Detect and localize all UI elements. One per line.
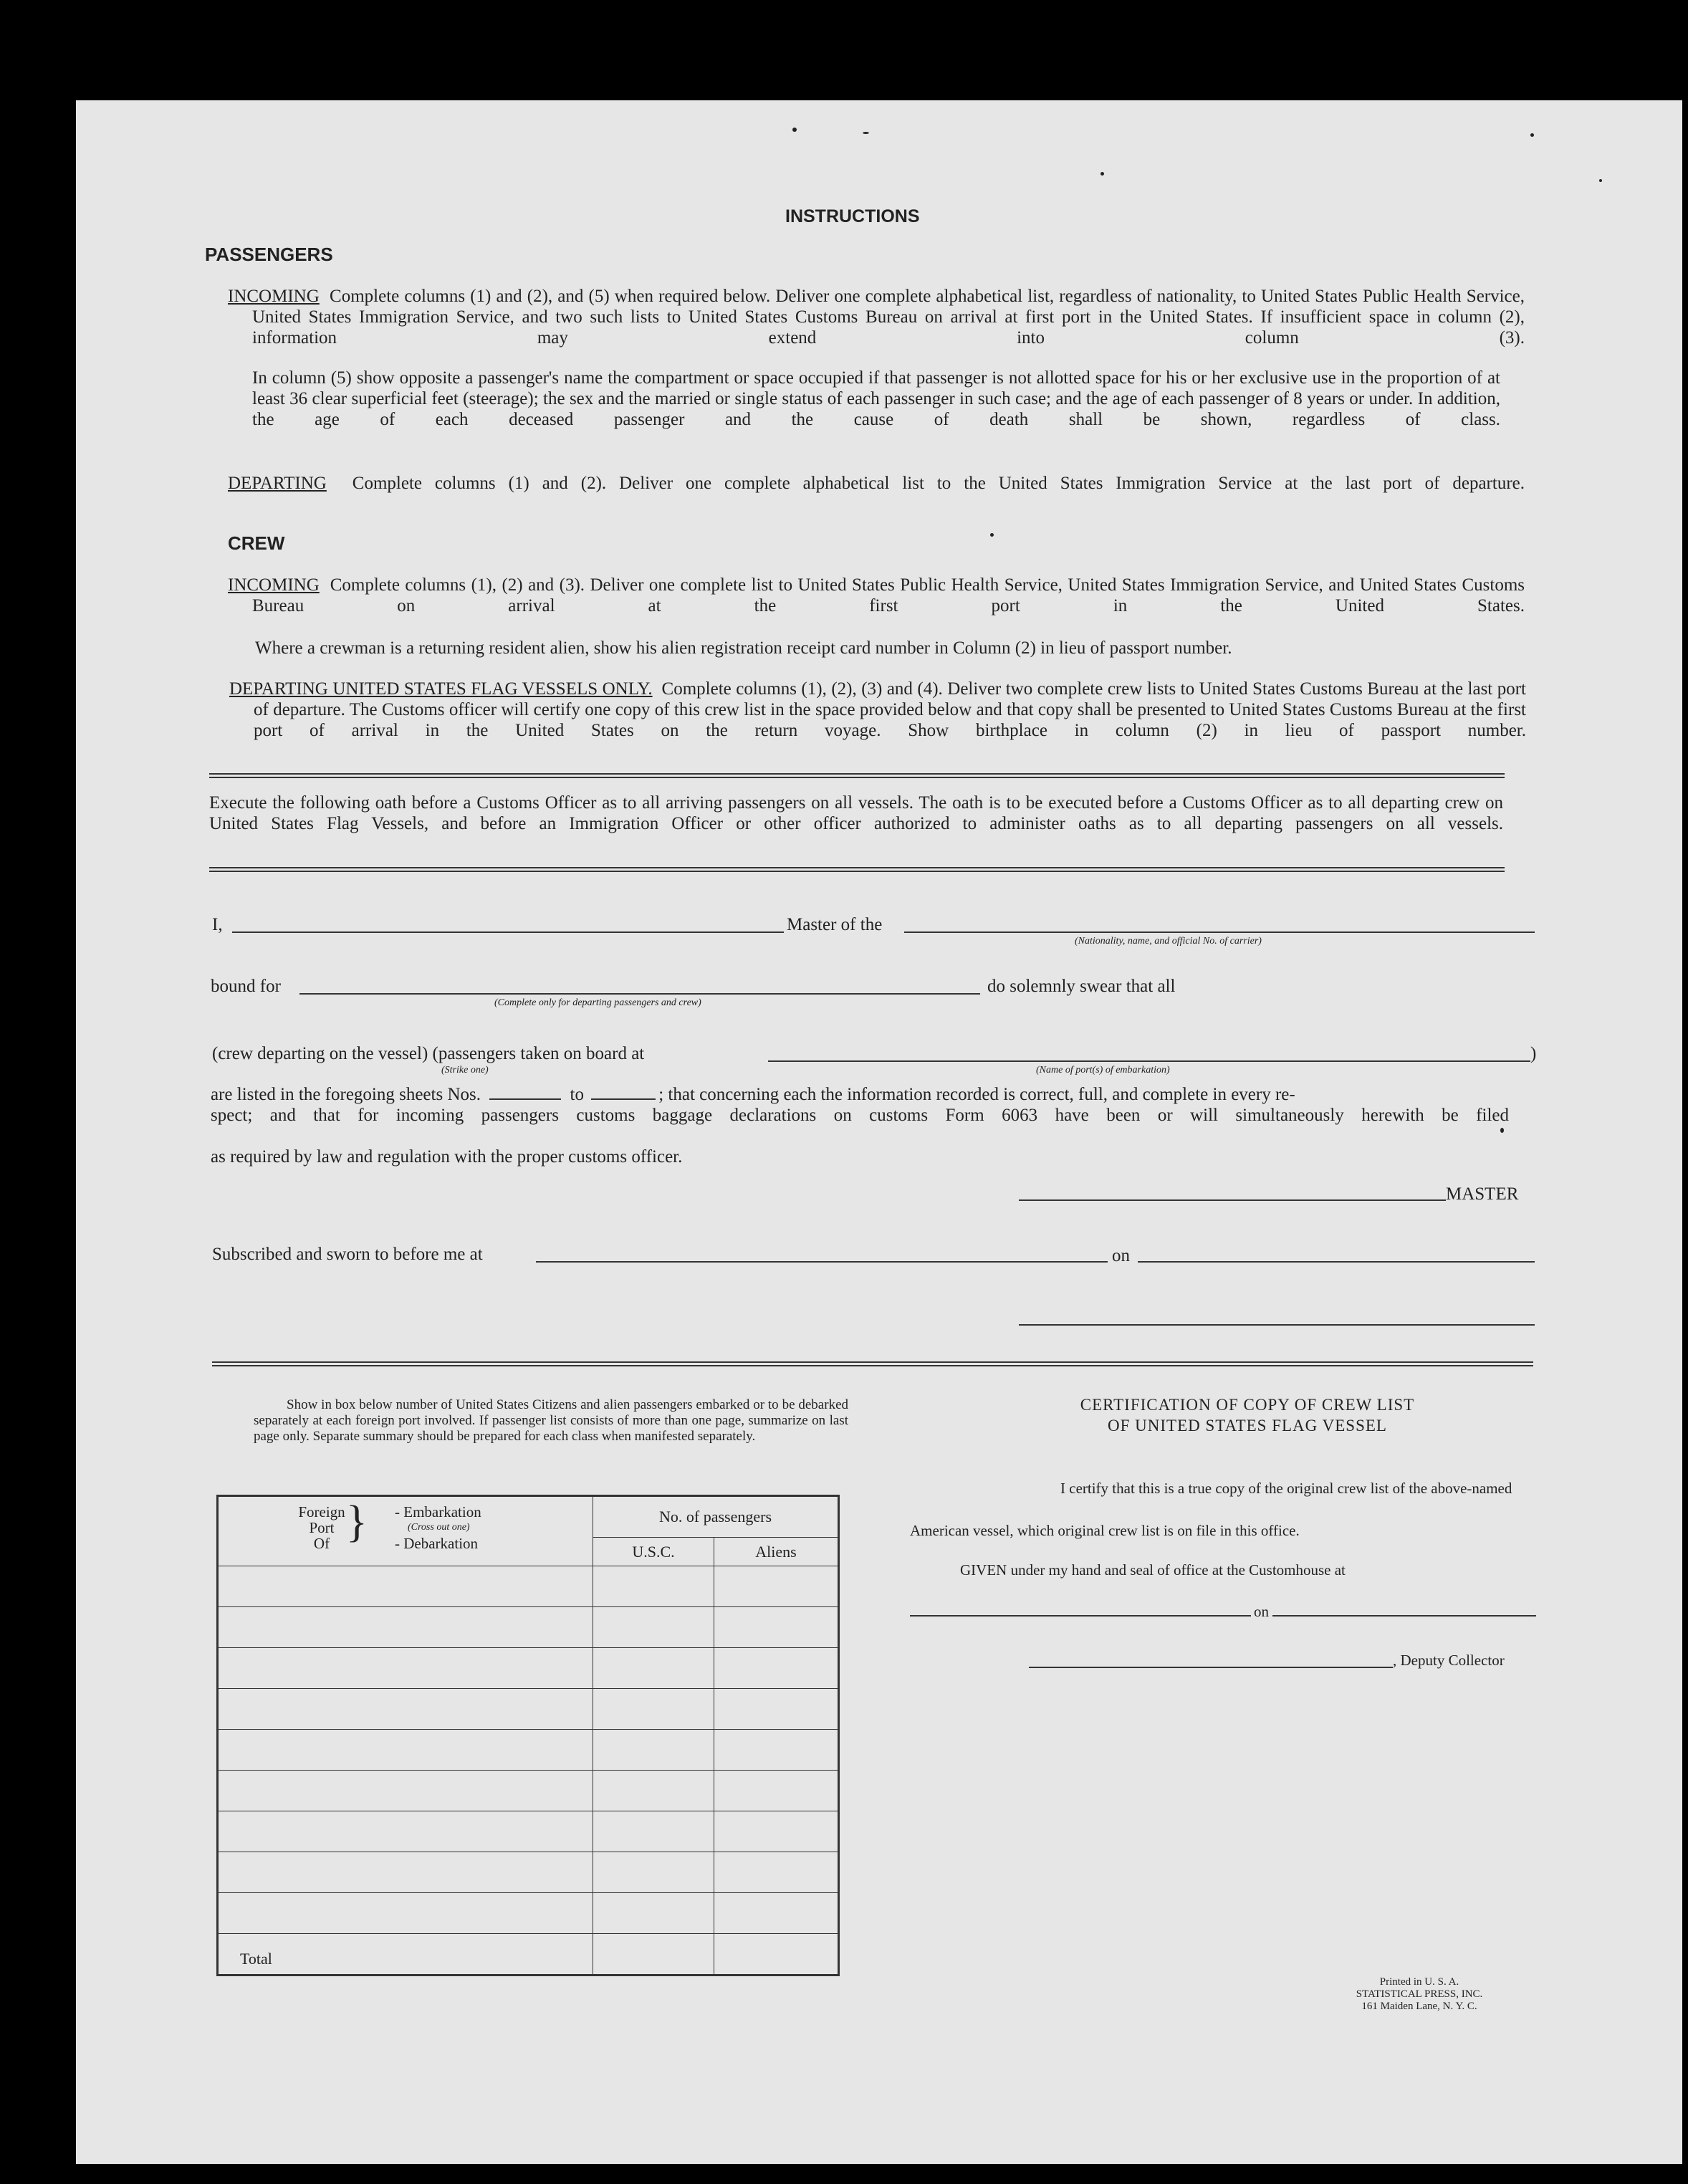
usc-total-cell[interactable] (593, 1934, 714, 1975)
brace-icon: } (346, 1498, 368, 1546)
foreign-label: Foreign (298, 1503, 345, 1520)
foreign-port-of (293, 1504, 350, 1551)
port-cell[interactable] (218, 1607, 593, 1648)
aliens-cell[interactable] (714, 1566, 839, 1607)
printer-imprint (1323, 1976, 1516, 2013)
port-label: Port (309, 1519, 335, 1536)
strike-one-note: (Strike one) (441, 1065, 489, 1076)
sheets-label: are listed in the foregoing sheets Nos. (211, 1085, 481, 1104)
swear-label: do solemnly swear that all (987, 977, 1176, 996)
port-cell[interactable] (218, 1771, 593, 1811)
aliens-cell[interactable] (714, 1771, 839, 1811)
usc-cell[interactable] (593, 1893, 714, 1934)
bound-for-label: bound for (211, 977, 281, 996)
oath-line-1-rest: ; that concerning each the information recorded is correct, full, and complete in every re- (658, 1085, 1295, 1104)
aliens-cell[interactable] (714, 1893, 839, 1934)
certify-line-2: American vessel, which original crew list is on file in this office. (910, 1522, 1300, 1539)
given-line: GIVEN under my hand and seal of office at the Customhouse at (960, 1561, 1346, 1579)
crew-incoming-instruction (228, 575, 1525, 637)
total-row (218, 1934, 839, 1975)
table-row (218, 1893, 839, 1934)
incoming-label: INCOMING (228, 287, 320, 306)
sworn-place-field[interactable] (536, 1261, 1108, 1263)
scan-speck (1599, 179, 1602, 182)
port-cell[interactable] (218, 1811, 593, 1852)
embarkation-option[interactable]: - Embarkation (395, 1503, 481, 1520)
scan-speck (990, 533, 994, 537)
sworn-on-label: on (1112, 1246, 1130, 1265)
scan-speck (792, 128, 797, 132)
oath-line-1 (211, 1084, 1509, 1105)
certification-title (972, 1394, 1523, 1436)
of-label: Of (313, 1535, 330, 1552)
page-title: INSTRUCTIONS (785, 206, 920, 226)
deputy-collector-label: , Deputy Collector (1393, 1652, 1505, 1669)
usc-cell[interactable] (593, 1648, 714, 1689)
crew-heading: CREW (228, 532, 285, 554)
column5-instruction: In column (5) show opposite a passenger's name the compartment or space occupied if that passenger is not allotted space for his or her exclusive use in the proportion of at least 36 clear superficial feet (steerage); the sex and the married or single status of each passenger in such case; and the age of each passenger of 8 years or under. In addition, the age of each deceased passenger and the cause of death shall be shown, regardless of class. (252, 368, 1500, 429)
usc-cell[interactable] (593, 1852, 714, 1893)
sheets-to-label: to (570, 1085, 584, 1104)
oath-line-3: as required by law and regulation with the proper customs officer. (211, 1147, 683, 1167)
foreign-port-header (218, 1496, 593, 1566)
double-rule (212, 1361, 1533, 1366)
oath-line-2: spect; and that for incoming passengers customs baggage declarations on customs Form 6063 have been or will simultaneously herewith be filed (211, 1106, 1509, 1125)
bound-for-field[interactable] (299, 993, 980, 995)
cross-out-note: (Cross out one) (408, 1522, 470, 1533)
usc-cell[interactable] (593, 1607, 714, 1648)
embarkation-port-field[interactable] (768, 1060, 1530, 1062)
oath-body (211, 1084, 1509, 1167)
scan-speck (1530, 133, 1534, 137)
table-row (218, 1811, 839, 1852)
passengers-incoming-instruction (228, 286, 1525, 369)
aliens-cell[interactable] (714, 1689, 839, 1730)
summary-instructions: Show in box below number of United States Citizens and alien passengers embarked or to be debarked separately at each foreign port involved. If passenger list consists of more than one page, summarize on last page only. Separate summary should be prepared for each class when manifested separately. (254, 1397, 848, 1444)
table-row (218, 1730, 839, 1771)
oath-i: I, (212, 915, 223, 934)
passenger-summary-table (216, 1495, 840, 1976)
printer-line-3: 161 Maiden Lane, N. Y. C. (1361, 2001, 1477, 2012)
passengers-departing-instruction (228, 473, 1525, 514)
crew-incoming-label: INCOMING (228, 575, 320, 595)
scan-speck (863, 132, 869, 134)
crew-departing-label: DEPARTING UNITED STATES FLAG VESSELS ONLY. (229, 679, 653, 699)
crew-incoming-text: Complete columns (1), (2) and (3). Deliver one complete list to United States Public Health Service, United States Immigration Service, and United States Customs Bureau on arrival at the first port in the United States. (252, 575, 1525, 616)
port-cell[interactable] (218, 1730, 593, 1771)
certify-on-label: on (1254, 1603, 1269, 1620)
printer-line-2: STATISTICAL PRESS, INC. (1356, 1988, 1483, 2000)
usc-cell[interactable] (593, 1566, 714, 1607)
aliens-cell[interactable] (714, 1811, 839, 1852)
master-name-field[interactable] (232, 931, 784, 933)
usc-cell[interactable] (593, 1811, 714, 1852)
customhouse-field[interactable] (910, 1615, 1251, 1617)
crew-passengers-label: (crew departing on the vessel) (passengers taken on board at (212, 1044, 645, 1063)
no-passengers-header: No. of passengers (593, 1496, 839, 1538)
master-label: MASTER (1446, 1184, 1519, 1204)
aliens-cell[interactable] (714, 1730, 839, 1771)
close-paren: ) (1530, 1044, 1537, 1063)
aliens-cell[interactable] (714, 1607, 839, 1648)
port-cell[interactable] (218, 1689, 593, 1730)
master-of-the-label: Master of the (787, 915, 883, 934)
table-row (218, 1852, 839, 1893)
passengers-heading: PASSENGERS (205, 244, 333, 265)
sheet-to-field[interactable] (591, 1098, 656, 1100)
scan-speck (1100, 172, 1104, 176)
debarkation-option[interactable]: - Debarkation (395, 1535, 479, 1552)
table-row (218, 1771, 839, 1811)
carrier-note: (Nationality, name, and official No. of carrier) (1075, 936, 1262, 947)
usc-header: U.S.C. (593, 1538, 714, 1566)
officer-signature-field[interactable] (1019, 1324, 1535, 1326)
crew-departing-text: Complete columns (1), (2), (3) and (4). Deliver two complete crew lists to United States Customs Bureau at the last port of departure. The Customs officer will certify one copy of this crew list in the space provided below and that copy shall be presented to United States Customs Bureau at the first port of arrival in the United States on the return voyage. Show birthplace in column (2) in lieu of passport number. (254, 679, 1526, 740)
aliens-cell[interactable] (714, 1852, 839, 1893)
certification-title-line-1: CERTIFICATION OF COPY OF CREW LIST (1080, 1396, 1415, 1414)
deputy-signature-field[interactable] (1029, 1667, 1393, 1668)
bound-note: (Complete only for departing passengers and crew) (494, 997, 701, 1008)
table-row (218, 1566, 839, 1607)
table-row (218, 1607, 839, 1648)
certify-date-field[interactable] (1272, 1615, 1536, 1617)
port-cell[interactable] (218, 1648, 593, 1689)
aliens-total-cell[interactable] (714, 1934, 839, 1975)
certification-title-line-2: OF UNITED STATES FLAG VESSEL (1108, 1417, 1387, 1435)
form-page (76, 100, 1682, 2164)
resident-alien-instruction: Where a crewman is a returning resident alien, show his alien registration receipt card number in Column (2) in lieu of passport number. (255, 638, 1232, 658)
aliens-header: Aliens (714, 1538, 839, 1566)
oath-intro: Execute the following oath before a Customs Officer as to all arriving passengers on all vessels. The oath is to be executed before a Customs Officer as to all departing crew on United States Flag Vessels, and before an Immigration Officer or other officer authorized to administer oaths as to all departing passengers on all vessels. (209, 793, 1503, 833)
aliens-cell[interactable] (714, 1648, 839, 1689)
usc-cell[interactable] (593, 1730, 714, 1771)
departing-text: Complete columns (1) and (2). Deliver one complete alphabetical list to the United States Immigration Service at the last port of departure. (352, 474, 1525, 493)
usc-cell[interactable] (593, 1689, 714, 1730)
crew-departing-instruction (229, 679, 1526, 762)
sheet-from-field[interactable] (489, 1098, 561, 1100)
usc-cell[interactable] (593, 1771, 714, 1811)
port-cell[interactable] (218, 1566, 593, 1607)
double-rule (209, 773, 1505, 778)
embark-note: (Name of port(s) of embarkation) (1036, 1065, 1170, 1076)
table-row (218, 1648, 839, 1689)
total-label: Total (218, 1934, 593, 1975)
embark-debark-options (395, 1504, 481, 1551)
printer-line-1: Printed in U. S. A. (1379, 1976, 1459, 1988)
master-signature-field[interactable] (1019, 1199, 1446, 1201)
table-row (218, 1689, 839, 1730)
sworn-date-field[interactable] (1138, 1261, 1535, 1263)
port-cell[interactable] (218, 1893, 593, 1934)
double-rule (209, 867, 1505, 872)
departing-label: DEPARTING (228, 474, 327, 493)
incoming-text: Complete columns (1) and (2), and (5) when required below. Deliver one complete alphabetical list, regardless of nationality, to United States Public Health Service, United States Immigration Service, and two such lists to United States Customs Bureau on arrival at first port in the United States. If insufficient space in column (2), information may extend into column (3). (252, 287, 1525, 348)
port-cell[interactable] (218, 1852, 593, 1893)
certify-line-1: I certify that this is a true copy of the original crew list of the above-named (1060, 1480, 1512, 1497)
carrier-field[interactable] (904, 931, 1535, 933)
subscribed-label: Subscribed and sworn to before me at (212, 1245, 483, 1264)
